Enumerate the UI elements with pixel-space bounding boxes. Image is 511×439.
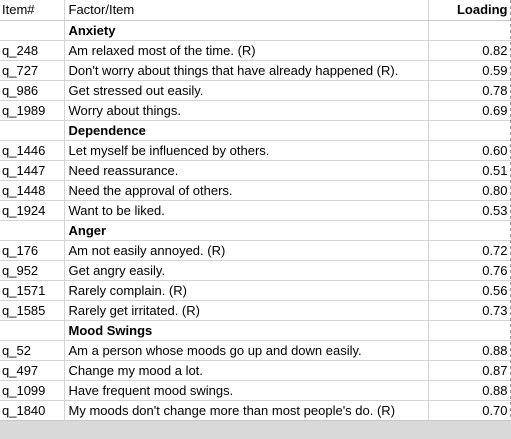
loading-value-cell[interactable]: 0.88 xyxy=(428,380,511,400)
item-text-cell[interactable]: Am not easily annoyed. (R) xyxy=(64,240,428,260)
table-row xyxy=(0,240,511,260)
item-number-cell[interactable]: q_1448 xyxy=(0,180,64,200)
loading-value-cell[interactable]: 0.59 xyxy=(428,60,511,80)
table-row xyxy=(0,400,511,420)
item-number-cell[interactable]: q_1571 xyxy=(0,280,64,300)
group-empty-cell[interactable] xyxy=(428,120,511,140)
item-text-cell[interactable]: My moods don't change more than most people's do. (R) xyxy=(64,400,428,420)
group-empty-cell[interactable] xyxy=(428,20,511,40)
table-row xyxy=(0,80,511,100)
loading-value-cell[interactable]: 0.87 xyxy=(428,360,511,380)
loading-value-cell[interactable]: 0.88 xyxy=(428,340,511,360)
loading-value-cell[interactable]: 0.80 xyxy=(428,180,511,200)
item-text-cell[interactable]: Get stressed out easily. xyxy=(64,80,428,100)
item-text-cell[interactable]: Have frequent mood swings. xyxy=(64,380,428,400)
table-row xyxy=(0,100,511,120)
group-title[interactable]: Dependence xyxy=(64,120,428,140)
item-number-cell[interactable]: q_52 xyxy=(0,340,64,360)
table-row xyxy=(0,40,511,60)
group-empty-cell[interactable] xyxy=(0,320,64,340)
table-row xyxy=(0,340,511,360)
item-text-cell[interactable]: Don't worry about things that have already happened (R). xyxy=(64,60,428,80)
item-number-cell[interactable]: q_1840 xyxy=(0,400,64,420)
item-number-cell[interactable]: q_1989 xyxy=(0,100,64,120)
table-row xyxy=(0,140,511,160)
item-text-cell[interactable]: Am relaxed most of the time. (R) xyxy=(64,40,428,60)
loading-value-cell[interactable]: 0.51 xyxy=(428,160,511,180)
table-body xyxy=(0,20,511,420)
item-text-cell[interactable]: Change my mood a lot. xyxy=(64,360,428,380)
item-number-cell[interactable]: q_952 xyxy=(0,260,64,280)
item-text-cell[interactable]: Let myself be influenced by others. xyxy=(64,140,428,160)
item-text-cell[interactable]: Get angry easily. xyxy=(64,260,428,280)
table-row xyxy=(0,180,511,200)
header-row xyxy=(0,0,511,20)
item-text-cell[interactable]: Rarely get irritated. (R) xyxy=(64,300,428,320)
table-row xyxy=(0,300,511,320)
group-row xyxy=(0,20,511,40)
loading-value-cell[interactable]: 0.69 xyxy=(428,100,511,120)
item-number-cell[interactable]: q_1585 xyxy=(0,300,64,320)
sheet-bottom-bar xyxy=(0,420,511,439)
item-number-cell[interactable]: q_248 xyxy=(0,40,64,60)
group-row xyxy=(0,320,511,340)
loading-value-cell[interactable]: 0.73 xyxy=(428,300,511,320)
group-empty-cell[interactable] xyxy=(428,220,511,240)
item-number-cell[interactable]: q_1924 xyxy=(0,200,64,220)
item-text-cell[interactable]: Need the approval of others. xyxy=(64,180,428,200)
item-number-cell[interactable]: q_1446 xyxy=(0,140,64,160)
table-row xyxy=(0,60,511,80)
loading-value-cell[interactable]: 0.60 xyxy=(428,140,511,160)
item-number-cell[interactable]: q_1099 xyxy=(0,380,64,400)
group-empty-cell[interactable] xyxy=(0,220,64,240)
group-empty-cell[interactable] xyxy=(0,120,64,140)
item-text-cell[interactable]: Want to be liked. xyxy=(64,200,428,220)
item-number-cell[interactable]: q_727 xyxy=(0,60,64,80)
group-title[interactable]: Anxiety xyxy=(64,20,428,40)
loading-value-cell[interactable]: 0.78 xyxy=(428,80,511,100)
group-row xyxy=(0,220,511,240)
header-factor-item[interactable]: Factor/Item xyxy=(64,0,428,20)
header-loading[interactable]: Loading xyxy=(428,0,511,20)
header-item-number[interactable]: Item# xyxy=(0,0,64,20)
item-text-cell[interactable]: Am a person whose moods go up and down easily. xyxy=(64,340,428,360)
item-number-cell[interactable]: q_1447 xyxy=(0,160,64,180)
group-row xyxy=(0,120,511,140)
group-title[interactable]: Mood Swings xyxy=(64,320,428,340)
item-text-cell[interactable]: Worry about things. xyxy=(64,100,428,120)
group-title[interactable]: Anger xyxy=(64,220,428,240)
loading-value-cell[interactable]: 0.70 xyxy=(428,400,511,420)
table-row xyxy=(0,360,511,380)
table-row xyxy=(0,160,511,180)
loading-value-cell[interactable]: 0.82 xyxy=(428,40,511,60)
table-row xyxy=(0,380,511,400)
loading-value-cell[interactable]: 0.56 xyxy=(428,280,511,300)
group-empty-cell[interactable] xyxy=(428,320,511,340)
table-row xyxy=(0,200,511,220)
table-row xyxy=(0,280,511,300)
item-number-cell[interactable]: q_497 xyxy=(0,360,64,380)
group-empty-cell[interactable] xyxy=(0,20,64,40)
item-text-cell[interactable]: Rarely complain. (R) xyxy=(64,280,428,300)
table-row xyxy=(0,260,511,280)
item-number-cell[interactable]: q_986 xyxy=(0,80,64,100)
loading-value-cell[interactable]: 0.72 xyxy=(428,240,511,260)
loading-value-cell[interactable]: 0.53 xyxy=(428,200,511,220)
item-text-cell[interactable]: Need reassurance. xyxy=(64,160,428,180)
item-number-cell[interactable]: q_176 xyxy=(0,240,64,260)
loading-value-cell[interactable]: 0.76 xyxy=(428,260,511,280)
